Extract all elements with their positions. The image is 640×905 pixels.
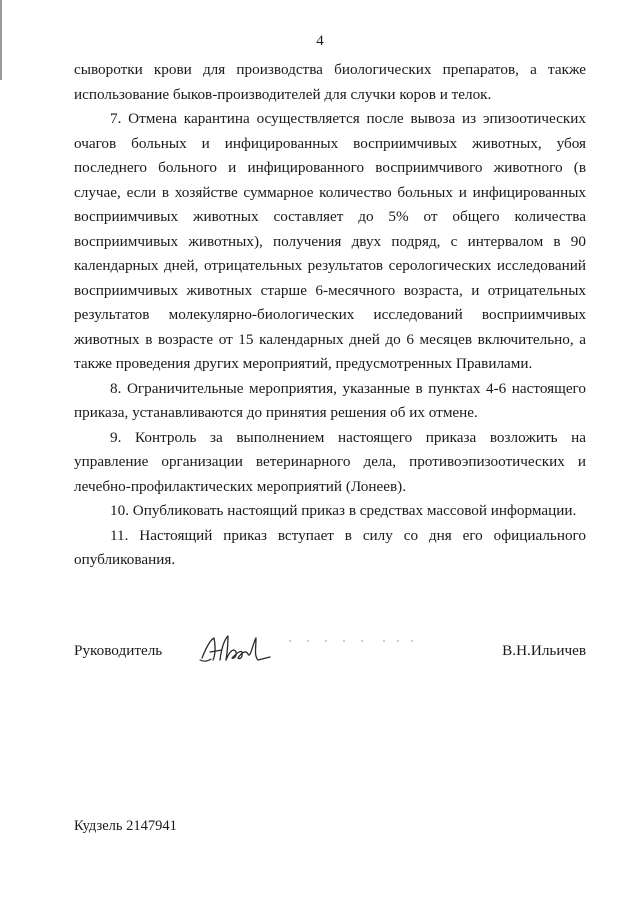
paragraph-11-effective-date: 11. Настоящий приказ вступает в силу со дня его официального опубликования.: [74, 526, 586, 568]
paragraph-9-control: 9. Контроль за выполнением настоящего приказа возложить на управление организации ветеринарного дела, противоэпизоотических и лечебно-профилактических мероприятий (Лонеев).: [74, 428, 586, 495]
signatory-role: Руководитель: [74, 642, 163, 659]
signature-block: [74, 630, 586, 670]
executor-note: Кудзель 2147941: [74, 818, 177, 834]
paragraph-10-publication: 10. Опубликовать настоящий приказ в средствах массовой информации.: [110, 502, 577, 519]
paragraph-7-quarantine-lifting: 7. Отмена карантина осуществляется после вывоза из эпизоотических очагов больных и инфицированных восприимчивых животных, убоя последнего больного и инфицированного восприимчивого животного (в случае, если в хозяйстве суммарное количество больных и инфицированных восприимчивых животных составляет до 5% от общего количества восприимчивых животных), получения двух подряд, с интервалом в 90 календарных дней, отрицательных результатов серологических исследований восприимчивых животных старше 6-месячного возраста, и отрицательных результатов молекулярно-биологических исследований восприимчивых животных в возрасте от 15 календарных дней до 6 месяцев включительно, а также проведения других мероприятий, предусмотренных Правилами.: [74, 110, 586, 372]
handwritten-signature-icon: [196, 630, 276, 670]
paragraph-8-restrictions: 8. Ограничительные мероприятия, указанные в пунктах 4-6 настоящего приказа, устанавливаются до принятия решения об их отмене.: [74, 379, 586, 421]
paragraph-continuation: сыворотки крови для производства биологических препаратов, а также использование быков-производителей для случки коров и телок.: [74, 61, 586, 103]
scan-noise-dots: [286, 638, 426, 644]
page-number: 4: [316, 33, 324, 49]
document-body: [74, 58, 586, 573]
signatory-name: В.Н.Ильичев: [502, 642, 586, 659]
